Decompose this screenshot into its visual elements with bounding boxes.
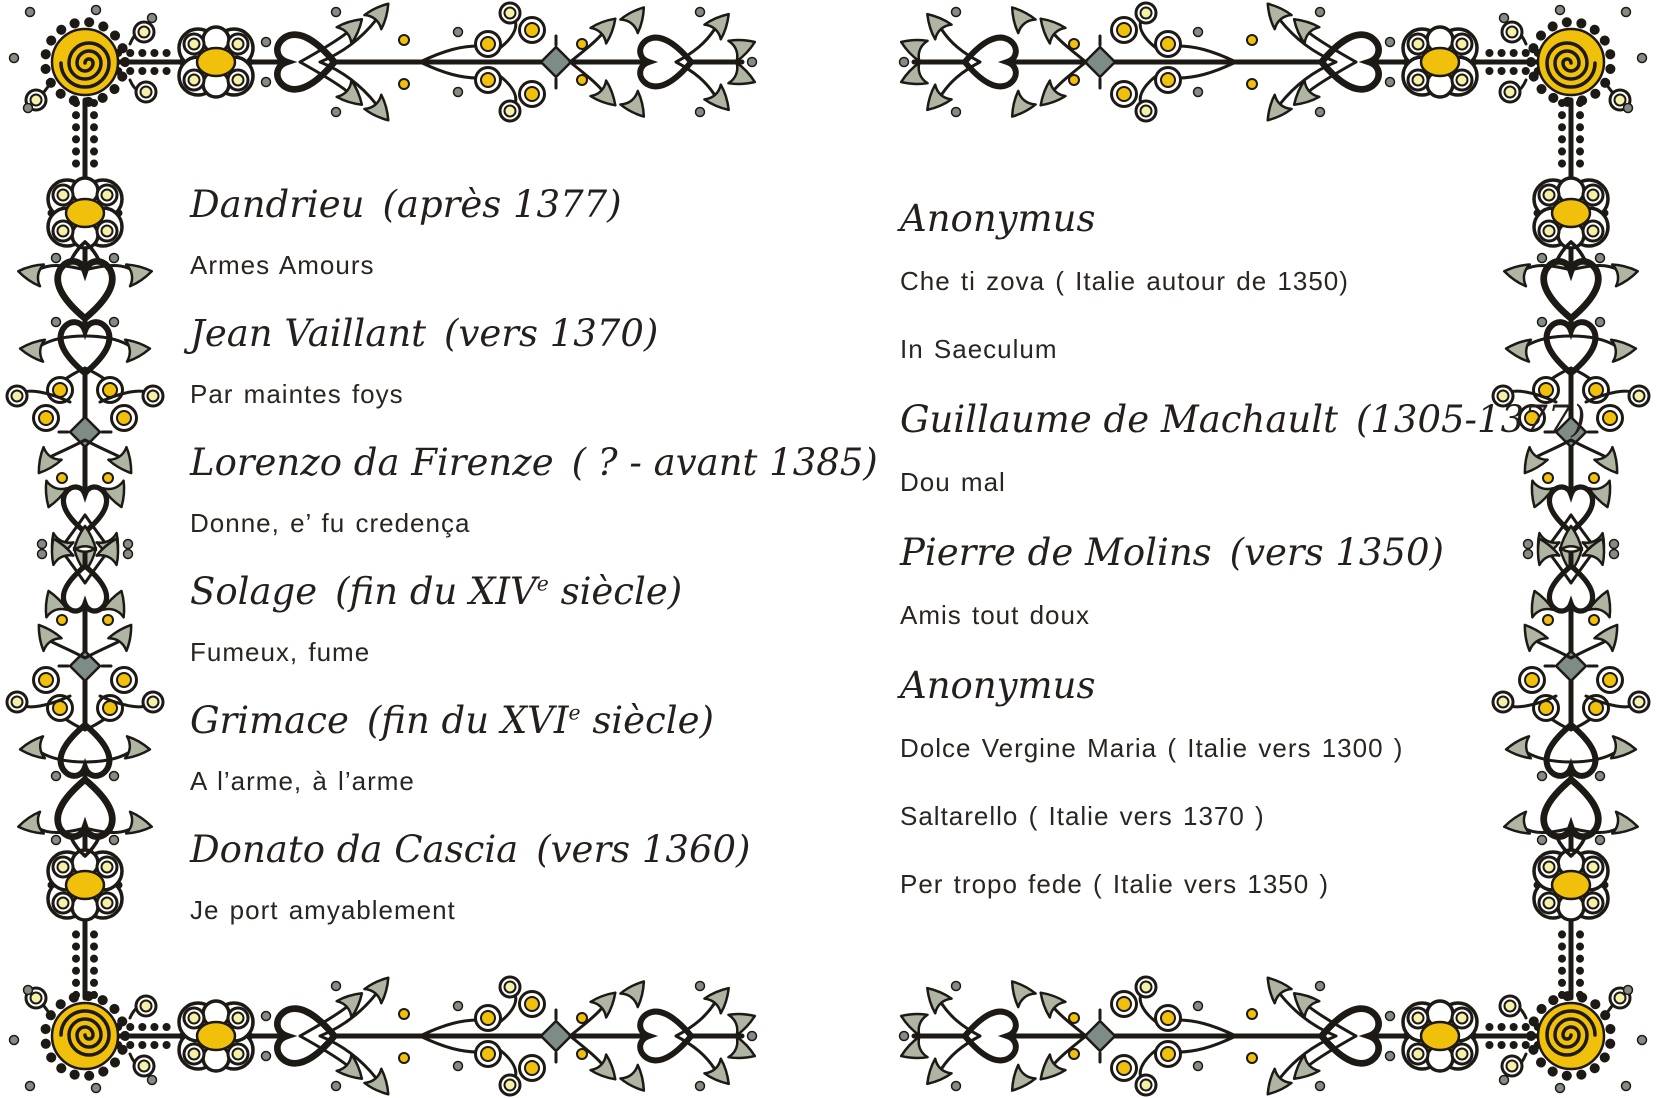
work-title-line	[900, 798, 1500, 866]
composer-line	[900, 665, 1500, 730]
composer-name: Lorenzo da Firenze	[190, 441, 554, 484]
work-title: Armes Amours	[190, 250, 375, 280]
work-title-line	[900, 866, 1500, 934]
composer-name: Grimace	[190, 699, 349, 742]
composer-dates: (fin du XIVe siècle)	[335, 570, 683, 613]
work-title: Je port amyablement	[190, 895, 456, 925]
composer-dates: (vers 1370)	[444, 312, 659, 355]
composer-line	[900, 532, 1500, 597]
work-title-line	[190, 763, 830, 829]
work-title: Dolce Vergine Maria ( Italie vers 1300 )	[900, 733, 1404, 763]
work-title: Donne, e’ fu credença	[190, 508, 471, 538]
composer-name: Dandrieu	[190, 183, 365, 226]
work-title: Che ti zova ( Italie autour de 1350)	[900, 266, 1349, 296]
composer-line	[190, 700, 830, 763]
work-title: A l’arme, à l’arme	[190, 766, 415, 796]
work-title-line	[190, 634, 830, 700]
composer-name: Anonymus	[900, 197, 1096, 240]
composer-dates: (fin du XVIe siècle)	[366, 699, 714, 742]
composer-line	[190, 313, 830, 376]
work-title: Amis tout doux	[900, 600, 1090, 630]
composer-line	[190, 829, 830, 892]
composer-line	[190, 571, 830, 634]
work-title: In Saeculum	[900, 334, 1058, 364]
composer-line	[190, 184, 830, 247]
work-title-line	[900, 597, 1500, 665]
composer-line	[900, 198, 1500, 263]
composer-dates: (1305-1377)	[1355, 398, 1586, 441]
work-title: Par maintes foys	[190, 379, 404, 409]
composer-name: Jean Vaillant	[190, 312, 427, 355]
composer-name: Guillaume de Machault	[900, 398, 1338, 441]
work-title-line	[900, 331, 1500, 399]
work-title-line	[900, 263, 1500, 331]
composer-dates: (vers 1350)	[1229, 531, 1444, 574]
work-title: Fumeux, fume	[190, 637, 371, 667]
work-title-line	[190, 376, 830, 442]
work-title: Dou mal	[900, 467, 1006, 497]
work-title-line	[900, 464, 1500, 532]
composer-dates: (vers 1360)	[536, 828, 751, 871]
composer-name: Solage	[190, 570, 318, 613]
composer-dates: ( ? - avant 1385)	[571, 441, 878, 484]
composer-line	[900, 398, 1586, 464]
composer-name: Donato da Cascia	[190, 828, 519, 871]
composer-name: Anonymus	[900, 664, 1096, 707]
programme-column-right	[900, 197, 1586, 934]
work-title-line	[190, 247, 830, 313]
work-title: Saltarello ( Italie vers 1370 )	[900, 801, 1265, 831]
work-title-line	[900, 730, 1500, 798]
programme-column-left	[190, 183, 878, 958]
composer-dates: (après 1377)	[382, 183, 622, 226]
work-title: Per tropo fede ( Italie vers 1350 )	[900, 869, 1330, 899]
work-title-line	[190, 892, 830, 958]
composer-line	[190, 441, 878, 505]
work-title-line	[190, 505, 830, 571]
composer-name: Pierre de Molins	[900, 531, 1212, 574]
